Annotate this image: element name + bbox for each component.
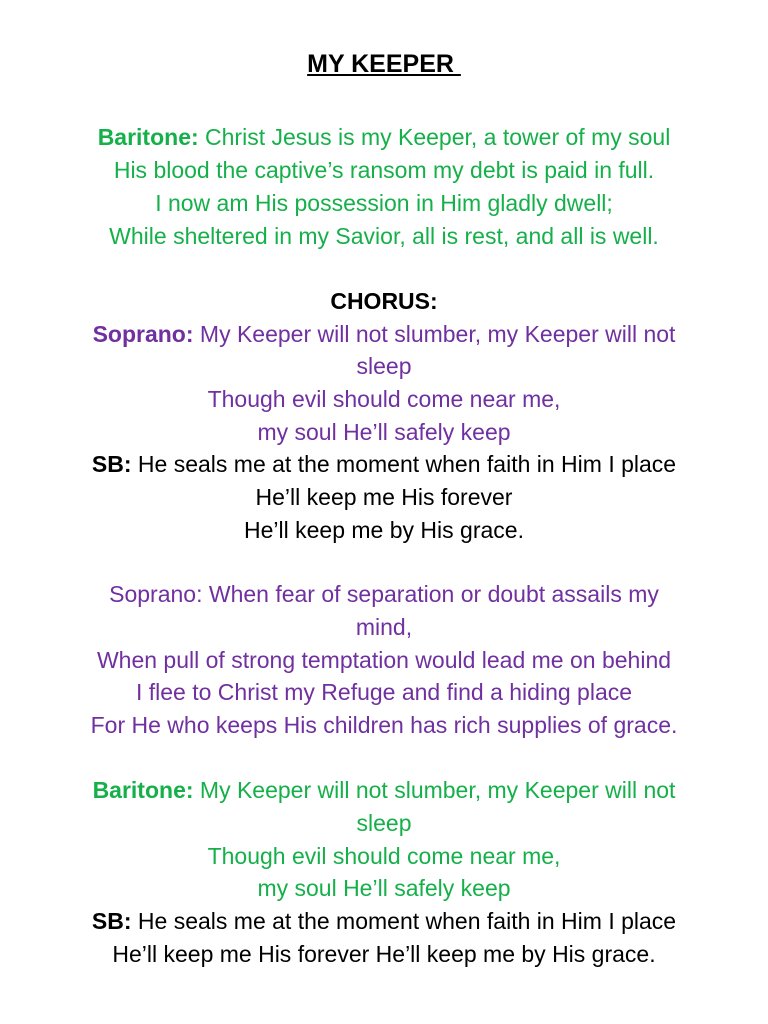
chorus-sb-line-3: He’ll keep me by His grace. bbox=[244, 517, 524, 543]
chorus-soprano-text: My Keeper will not slumber, my Keeper will not bbox=[193, 321, 676, 347]
chorus-sb-line-1 bbox=[40, 448, 728, 481]
verse2-line-2: mind, bbox=[355, 614, 413, 640]
verse1-line-1 bbox=[40, 121, 728, 154]
page-title: MY KEEPER bbox=[307, 50, 461, 78]
soprano-label: Soprano: bbox=[92, 321, 194, 347]
sb-label: SB: bbox=[91, 451, 132, 477]
verse2-line-3: When pull of strong temptation would lead me on behind bbox=[96, 647, 672, 673]
chorus-soprano-line-3: Though evil should come near me, bbox=[207, 386, 561, 412]
chorus-soprano-line-1 bbox=[40, 318, 728, 351]
baritone-label: Baritone: bbox=[97, 124, 199, 150]
verse1-line-2: His blood the captive’s ransom my debt is paid in full. bbox=[113, 157, 655, 183]
chorus-sb-line-2: He’ll keep me His forever bbox=[255, 484, 513, 510]
chorus-soprano-line-2: sleep bbox=[356, 353, 412, 379]
chorus-soprano-line-4: my soul He’ll safely keep bbox=[257, 419, 511, 445]
verse1-line-text: Christ Jesus is my Keeper, a tower of my soul bbox=[198, 124, 671, 150]
chorus2-baritone-line-2: sleep bbox=[356, 810, 412, 836]
baritone-label-2: Baritone: bbox=[92, 777, 194, 803]
verse2-line-1: Soprano: When fear of separation or doubt assails my bbox=[109, 581, 659, 607]
chorus2-baritone-line-3: Though evil should come near me, bbox=[207, 843, 561, 869]
chorus2-baritone-line-4: my soul He’ll safely keep bbox=[257, 875, 511, 901]
chorus2-baritone-line-1 bbox=[40, 774, 728, 807]
chorus-heading: CHORUS: bbox=[330, 288, 438, 314]
chorus2-sb-line-2: He’ll keep me His forever He’ll keep me by His grace. bbox=[112, 941, 656, 967]
sb-label-2: SB: bbox=[91, 908, 132, 934]
chorus2-baritone-text: My Keeper will not slumber, my Keeper will not bbox=[193, 777, 676, 803]
verse1-line-4: While sheltered in my Savior, all is rest, and all is well. bbox=[109, 223, 659, 249]
verse2-line-4: I flee to Christ my Refuge and find a hiding place bbox=[135, 679, 633, 705]
chorus2-sb-text: He seals me at the moment when faith in Him I place bbox=[131, 908, 677, 934]
chorus2-sb-line-1 bbox=[40, 905, 728, 938]
verse2-line-5: For He who keeps His children has rich supplies of grace. bbox=[90, 712, 678, 738]
verse1-line-3: I now am His possession in Him gladly dwell; bbox=[155, 190, 613, 216]
chorus-sb-text: He seals me at the moment when faith in Him I place bbox=[131, 451, 677, 477]
